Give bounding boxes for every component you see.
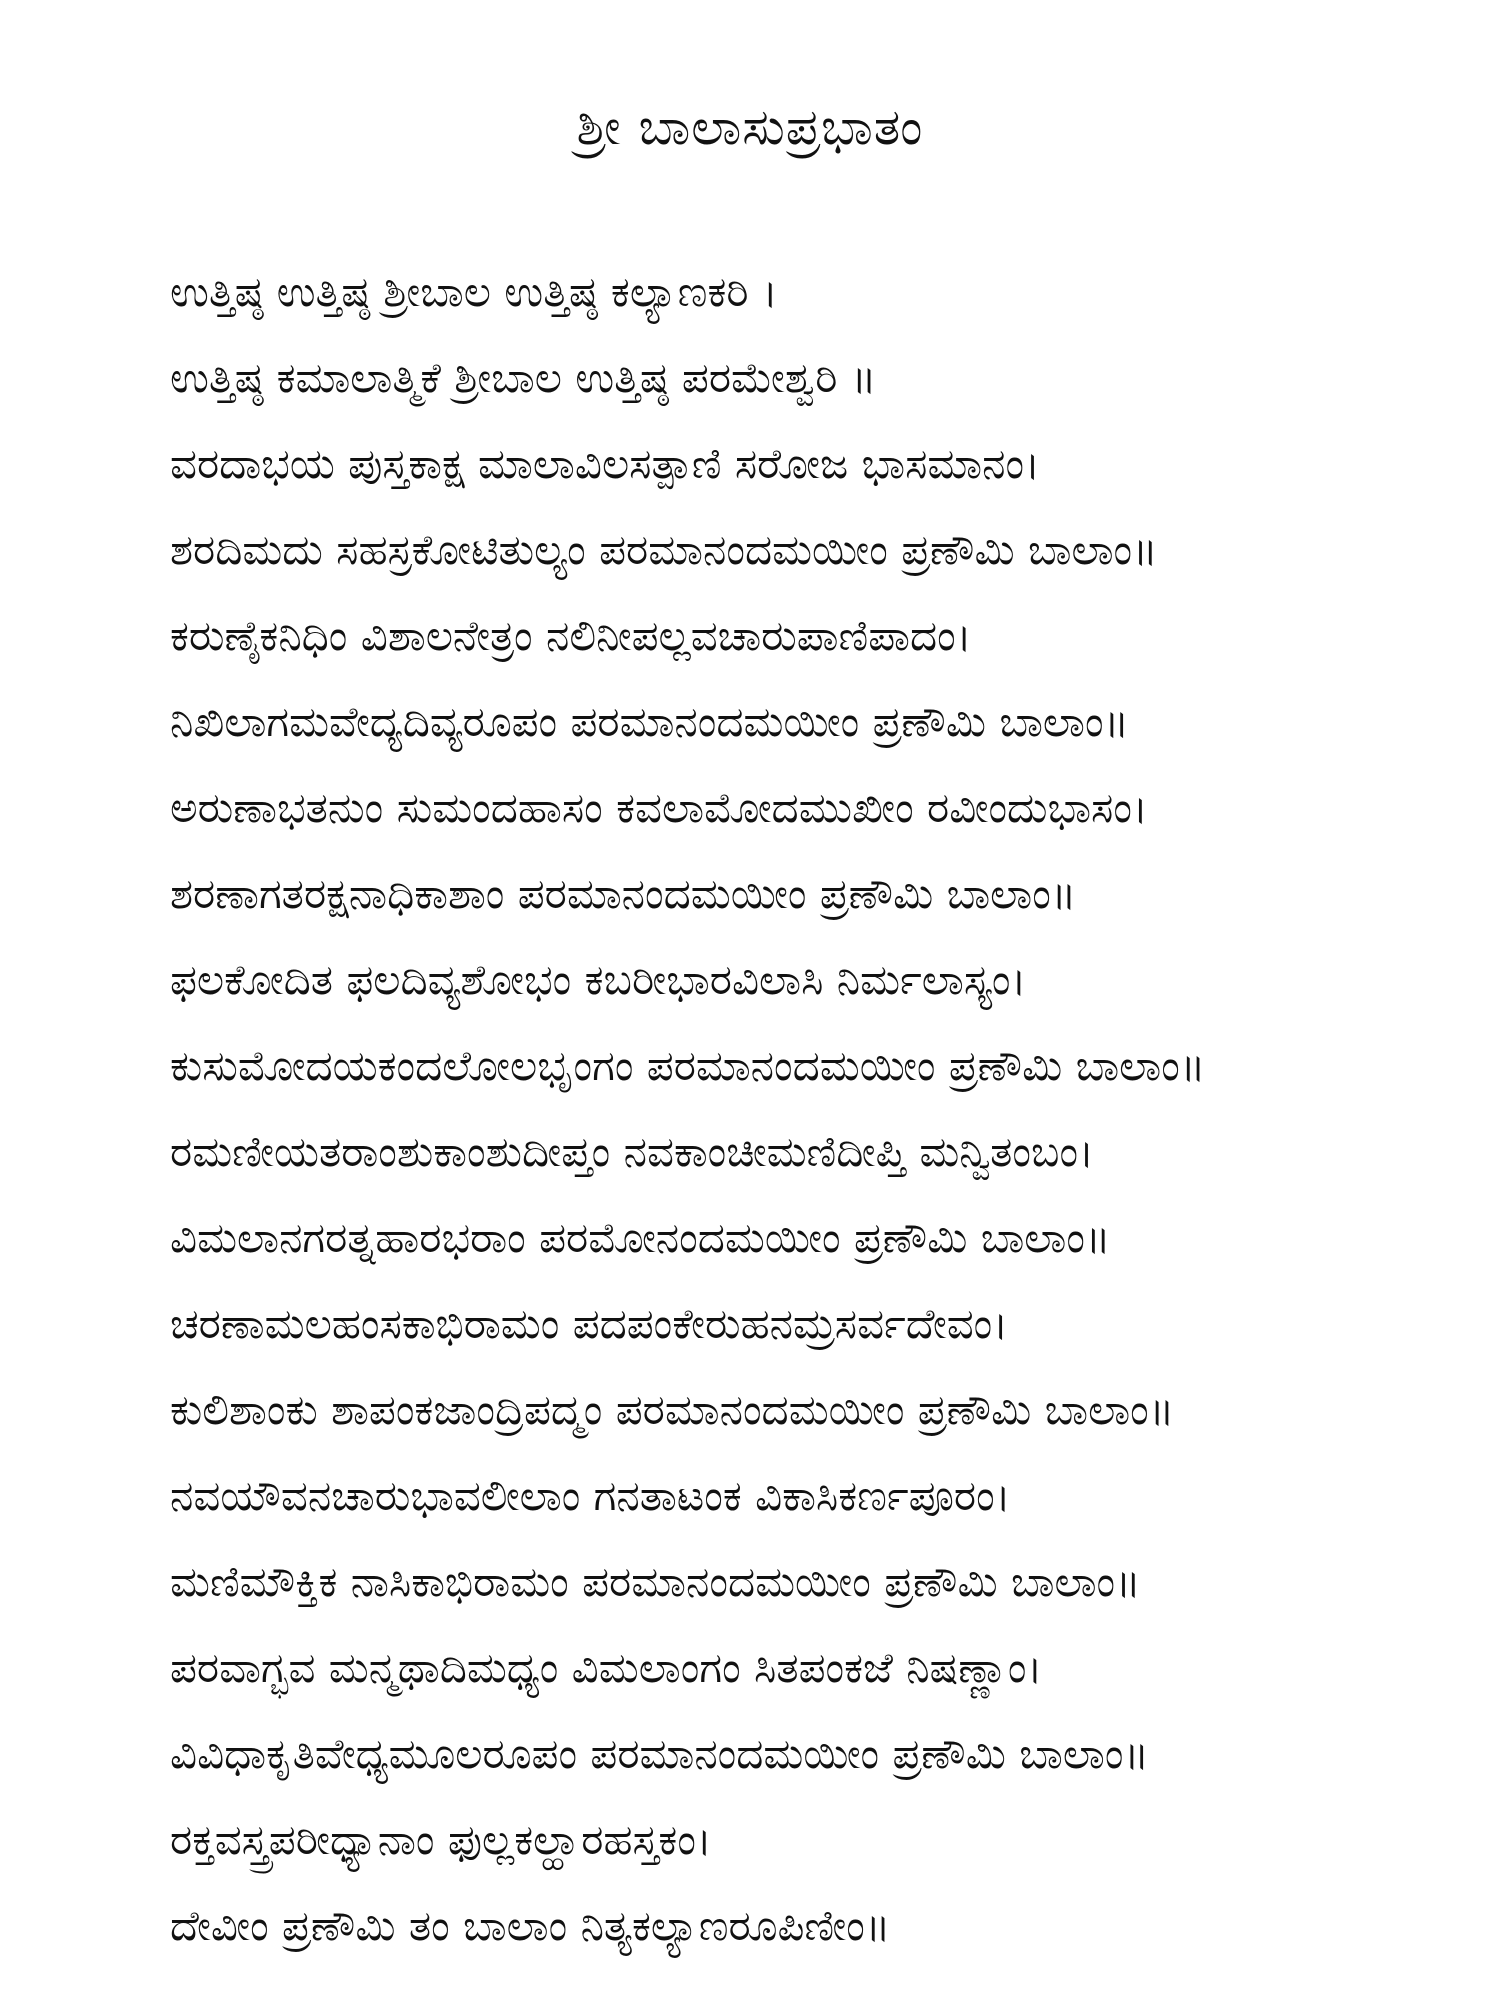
verse-line-16: ಮಣಿಮೌಕ್ತಿಕ ನಾಸಿಕಾಭಿರಾಮಂ ಪರಮಾನಂದಮಯೀಂ ಪ್ರಣೌಮಿ ಬಾಲಾಂ॥	[170, 1557, 1141, 1606]
verse-line-20: ದೇವೀಂ ಪ್ರಣೌಮಿ ತಂ ಬಾಲಾಂ ನಿತ್ಯಕಲ್ಯಾಣರೂಪಿಣೀಂ॥	[170, 1901, 891, 1950]
verse-line-9: ಫಲಕೋದಿತ ಫಲದಿವ್ಯಶೋಭಂ ಕಬರೀಭಾರವಿಲಾಸಿ ನಿರ್ಮಲಾಸ್ಯಂ।	[170, 955, 1027, 1004]
verse-line-15: ನವಯೌವನಚಾರುಭಾವಲೀಲಾಂ ಗನತಾಟಂಕ ವಿಕಾಸಿಕರ್ಣಪೂರಂ।	[170, 1471, 1011, 1520]
verse-line-13: ಚರಣಾಮಲಹಂಸಕಾಭಿರಾಮಂ ಪದಪಂಕೇರುಹನಮ್ರಸರ್ವದೇವಂ।	[170, 1299, 1009, 1348]
verse-list	[170, 262, 1420, 1982]
page-title: ಶ್ರೀ ಬಾಲಾಸುಪ್ರಭಾತಂ	[576, 98, 924, 156]
verse-line-10: ಕುಸುಮೋದಯಕಂದಲೋಲಭೃಂಗಂ ಪರಮಾನಂದಮಯೀಂ ಪ್ರಣೌಮಿ ಬಾಲಾಂ॥	[170, 1041, 1206, 1090]
verse-line-3: ವರದಾಭಯ ಪುಸ್ತಕಾಕ್ಷ ಮಾಲಾವಿಲಸತ್ಪಾಣಿ ಸರೋಜ ಭಾಸಮಾನಂ।	[170, 439, 1041, 488]
verse-line-12: ವಿಮಲಾನಗರತ್ನಹಾರಭರಾಂ ಪರಮೋನಂದಮಯೀಂ ಪ್ರಣೌಮಿ ಬಾಲಾಂ॥	[170, 1213, 1111, 1262]
verse-line-8: ಶರಣಾಗತರಕ್ಷನಾಧಿಕಾಶಾಂ ಪರಮಾನಂದಮಯೀಂ ಪ್ರಣೌಮಿ ಬಾಲಾಂ॥	[170, 869, 1077, 918]
verse-line-14: ಕುಲಿಶಾಂಕು ಶಾಪಂಕಜಾಂದ್ರಿಪದ್ಮಂ ಪರಮಾನಂದಮಯೀಂ ಪ್ರಣೌಮಿ ಬಾಲಾಂ॥	[170, 1385, 1175, 1434]
verse-line-4: ಶರದಿಮದು ಸಹಸ್ರಕೋಟಿತುಲ್ಯಂ ಪರಮಾನಂದಮಯೀಂ ಪ್ರಣೌಮಿ ಬಾಲಾಂ॥	[170, 525, 1158, 574]
verse-line-18: ವಿವಿಧಾಕೃತಿವೇಧ್ಯಮೂಲರೂಪಂ ಪರಮಾನಂದಮಯೀಂ ಪ್ರಣೌಮಿ ಬಾಲಾಂ॥	[170, 1729, 1150, 1778]
verse-line-19: ರಕ್ತವಸ್ತ್ರಪರೀಧ್ಯಾನಾಂ ಫುಲ್ಲಕಲ್ಹಾರಹಸ್ತಕಂ।	[170, 1815, 712, 1864]
verse-line-11: ರಮಣೀಯತರಾಂಶುಕಾಂಶುದೀಪ್ತಂ ನವಕಾಂಚೀಮಣಿದೀಪ್ತಿ ಮನ್ವಿತಂಬಂ।	[170, 1127, 1095, 1176]
verse-line-5: ಕರುಣೈಕನಿಧಿಂ ವಿಶಾಲನೇತ್ರಂ ನಲಿನೀಪಲ್ಲವಚಾರುಪಾಣಿಪಾದಂ।	[170, 611, 972, 660]
verse-line-6: ನಿಖಿಲಾಗಮವೇದ್ಯದಿವ್ಯರೂಪಂ ಪರಮಾನಂದಮಯೀಂ ಪ್ರಣೌಮಿ ಬಾಲಾಂ॥	[170, 697, 1130, 746]
verse-line-7: ಅರುಣಾಭತನುಂ ಸುಮಂದಹಾಸಂ ಕವಲಾಮೋದಮುಖೀಂ ರವೀಂದುಭಾಸಂ।	[170, 783, 1148, 832]
verse-line-1: ಉತ್ತಿಷ್ಠ ಉತ್ತಿಷ್ಠ ಶ್ರೀಬಾಲ ಉತ್ತಿಷ್ಠ ಕಲ್ಯಾಣಕರಿ ।	[170, 267, 778, 316]
verse-line-2: ಉತ್ತಿಷ್ಠ ಕಮಾಲಾತ್ಮಿಕೆ ಶ್ರೀಬಾಲ ಉತ್ತಿಷ್ಠ ಪರಮೇಶ್ವರಿ ॥	[170, 353, 877, 402]
verse-line-17: ಪರವಾಗ್ಭವ ಮನ್ಮಥಾದಿಮಧ್ಯಂ ವಿಮಲಾಂಗಂ ಸಿತಪಂಕಜೆ ನಿಷಣ್ಣಾಂ।	[170, 1643, 1043, 1692]
